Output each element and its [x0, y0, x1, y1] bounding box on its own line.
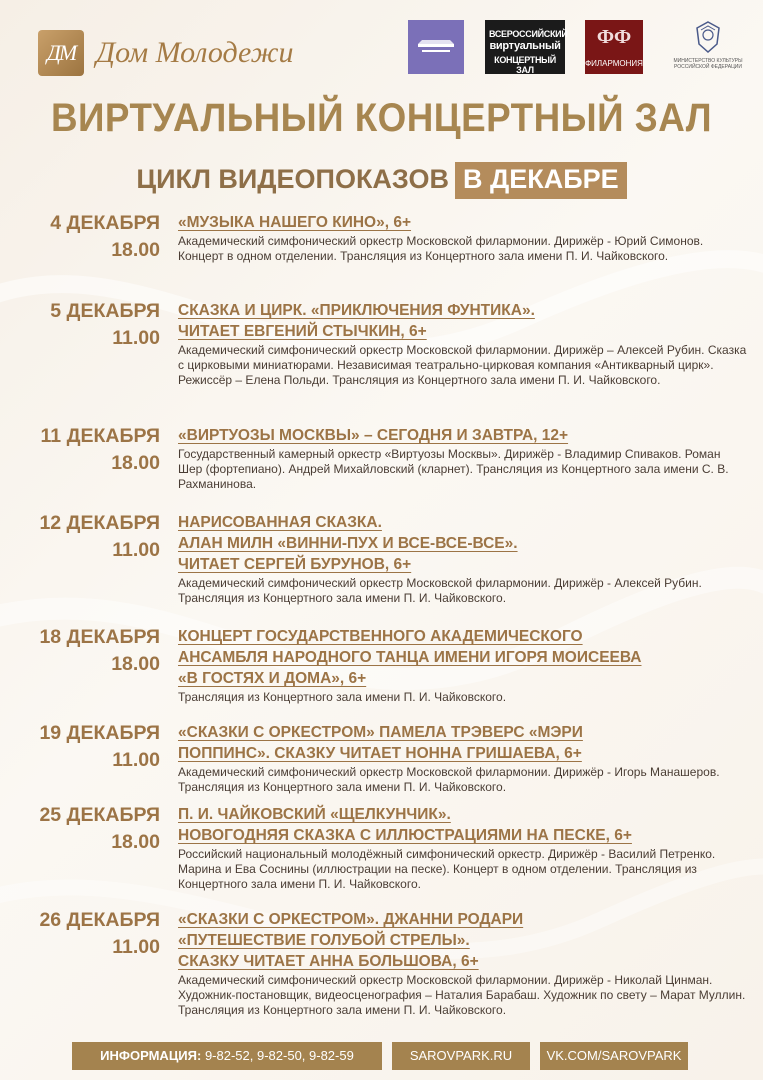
event-datetime — [0, 212, 160, 262]
event-title-line: «СКАЗКИ С ОРКЕСТРОМ». ДЖАННИ РОДАРИ — [178, 911, 524, 928]
event-date: 19 ДЕКАБРЯ — [39, 722, 160, 744]
event-time: 11.00 — [112, 936, 160, 958]
footer-phones: 9-82-52, 9-82-50, 9-82-59 — [204, 1048, 354, 1063]
event-time: 18.00 — [111, 452, 160, 474]
partner-logo-1 — [408, 20, 464, 74]
footer-site-link[interactable]: SAROVPARK.RU — [392, 1042, 530, 1070]
event-datetime — [0, 804, 160, 854]
event-body — [178, 212, 748, 264]
event-title-line: КОНЦЕРТ ГОСУДАРСТВЕННОГО АКАДЕМИЧЕСКОГО — [178, 628, 583, 645]
event-body — [178, 909, 748, 1018]
dom-molodezhi-logo — [38, 30, 293, 76]
partner-logo-ministry — [665, 20, 751, 74]
event-body — [178, 626, 748, 705]
event-title — [178, 804, 748, 846]
event-datetime — [0, 512, 160, 562]
subtitle-text: ЦИКЛ ВИДЕОПОКАЗОВ — [136, 164, 449, 194]
coat-of-arms-icon — [693, 20, 723, 54]
event-title-line: «МУЗЫКА НАШЕГО КИНО», 6+ — [178, 214, 412, 231]
event-body — [178, 804, 748, 892]
event-title — [178, 512, 748, 575]
partner-1-icon — [408, 20, 464, 74]
philharmonia-label: ФИЛАРМОНИЯ — [585, 59, 643, 68]
event-body — [178, 512, 748, 606]
event-title — [178, 626, 748, 689]
event-description: Академический симфонический оркестр Московской филармонии. Дирижёр - Юрий Симонов. Концерт в одном отделении. Трансляция из Концертного зала имени П. И. Чайковского. — [178, 234, 704, 263]
event-date: 26 ДЕКАБРЯ — [39, 909, 160, 931]
event-title-line: ПОППИНС». СКАЗКУ ЧИТАЕТ НОННА ГРИШАЕВА, 6+ — [178, 745, 582, 762]
event-date: 5 ДЕКАБРЯ — [50, 300, 160, 322]
event-datetime — [0, 626, 160, 676]
ministry-label: МИНИСТЕРСТВО КУЛЬТУРЫ РОССИЙСКОЙ ФЕДЕРАЦИИ — [673, 58, 743, 70]
event-date: 12 ДЕКАБРЯ — [39, 512, 160, 534]
event-description: Академический симфонический оркестр Московской филармонии. Дирижёр – Алексей Рубин. Сказка с цирковыми миниатюрами. Независимая театрально-цирковая компания «Антикварный цирк». Режиссёр – Елена Польди. Трансляция из Концертного зала имени П. И. Чайковского. — [178, 343, 747, 387]
event-title-line: «В ГОСТЯХ И ДОМА», 6+ — [178, 670, 367, 687]
event-time: 11.00 — [112, 749, 160, 771]
event-date: 4 ДЕКАБРЯ — [50, 212, 160, 234]
event-description: Академический симфонический оркестр Московской филармонии. Дирижёр - Игорь Манашеров. Трансляция из Концертного зала имени П. И. Чайковского. — [178, 765, 720, 794]
event-title-line: ЧИТАЕТ СЕРГЕЙ БУРУНОВ, 6+ — [178, 556, 412, 573]
event-datetime — [0, 300, 160, 350]
event-time: 11.00 — [112, 539, 160, 561]
event-body — [178, 722, 748, 795]
event-body — [178, 300, 748, 388]
event-title-line: «СКАЗКИ С ОРКЕСТРОМ» ПАМЕЛА ТРЭВЕРС «МЭРИ — [178, 724, 583, 741]
event-title-line: СКАЗКА И ЦИРК. «ПРИКЛЮЧЕНИЯ ФУНТИКА». — [178, 302, 535, 319]
event-title — [178, 300, 748, 342]
event-datetime — [0, 425, 160, 475]
event-description: Трансляция из Концертного зала имени П. И. Чайковского. — [178, 690, 507, 704]
event-title-line: «ВИРТУОЗЫ МОСКВЫ» – СЕГОДНЯ И ЗАВТРА, 12+ — [178, 427, 569, 444]
event-date: 18 ДЕКАБРЯ — [39, 626, 160, 648]
footer-info — [72, 1042, 382, 1070]
partner-logo-philharmonia — [585, 20, 643, 74]
event-time: 11.00 — [112, 327, 160, 349]
event-date: 25 ДЕКАБРЯ — [39, 804, 160, 826]
event-title-line: П. И. ЧАЙКОВСКИЙ «ЩЕЛКУНЧИК». — [178, 806, 451, 823]
partner2-line-2: виртуальный — [489, 40, 561, 52]
event-time: 18.00 — [111, 831, 160, 853]
partner-logo-virtual-hall — [485, 20, 568, 75]
partner2-line-1: ВСЕРОССИЙСКИЙ — [489, 29, 568, 39]
event-datetime — [0, 722, 160, 772]
event-datetime — [0, 909, 160, 959]
subtitle-highlight: В ДЕКАБРЕ — [455, 162, 627, 199]
event-title — [178, 909, 748, 972]
event-title-line: ЧИТАЕТ ЕВГЕНИЙ СТЫЧКИН, 6+ — [178, 323, 427, 340]
event-body — [178, 425, 748, 492]
footer-info-label: ИНФОРМАЦИЯ: — [100, 1048, 202, 1063]
logo-mark: ДМ — [38, 30, 84, 76]
page-title: ВИРТУАЛЬНЫЙ КОНЦЕРТНЫЙ ЗАЛ — [50, 96, 713, 140]
partner2-line-3: КОНЦЕРТНЫЙ ЗАЛ — [494, 55, 556, 75]
event-time: 18.00 — [111, 239, 160, 261]
event-time: 18.00 — [111, 653, 160, 675]
event-title — [178, 425, 748, 446]
page-subtitle — [0, 162, 763, 199]
event-description: Российский национальный молодёжный симфонический оркестр. Дирижёр - Василий Петренко. Марина и Ева Соснины (иллюстрации на песке). Концерт в одном отделении. Трансляция из Концертного зала имени П. И. Чайковского. — [178, 847, 716, 891]
event-title — [178, 722, 748, 764]
event-date: 11 ДЕКАБРЯ — [40, 425, 160, 447]
logo-text: Дом Молодежи — [96, 36, 294, 69]
event-title-line: СКАЗКУ ЧИТАЕТ АННА БОЛЬШОВА, 6+ — [178, 953, 479, 970]
event-title-line: НАРИСОВАННАЯ СКАЗКА. — [178, 514, 382, 531]
footer-vk-link[interactable]: VK.COM/SAROVPARK — [540, 1042, 688, 1070]
event-description: Академический симфонический оркестр Московской филармонии. Дирижёр - Николай Цинман. Художник-постановщик, видеосценография – Наталия Барабаш. Художник по свету – Марат Муллин. Трансляция из Концертного зала имени П. И. Чайковского. — [178, 973, 746, 1017]
philharmonia-monogram-icon: ФФ — [596, 26, 632, 48]
event-title-line: НОВОГОДНЯЯ СКАЗКА С ИЛЛЮСТРАЦИЯМИ НА ПЕСКЕ, 6+ — [178, 827, 632, 844]
event-title — [178, 212, 748, 233]
event-description: Государственный камерный оркестр «Виртуозы Москвы». Дирижёр - Владимир Спиваков. Роман Шер (фортепиано). Андрей Михайловский (кларнет). Трансляция из Концертного зала имени С. В. Рахманинова. — [178, 447, 729, 491]
event-title-line: АЛАН МИЛН «ВИННИ-ПУХ И ВСЕ-ВСЕ-ВСЕ». — [178, 535, 518, 552]
event-description: Академический симфонический оркестр Московской филармонии. Дирижёр - Алексей Рубин. Трансляция из Концертного зала имени П. И. Чайковского. — [178, 576, 702, 605]
event-title-line: «ПУТЕШЕСТВИЕ ГОЛУБОЙ СТРЕЛЫ». — [178, 932, 470, 949]
event-title-line: АНСАМБЛЯ НАРОДНОГО ТАНЦА ИМЕНИ ИГОРЯ МОИСЕЕВА — [178, 649, 642, 666]
